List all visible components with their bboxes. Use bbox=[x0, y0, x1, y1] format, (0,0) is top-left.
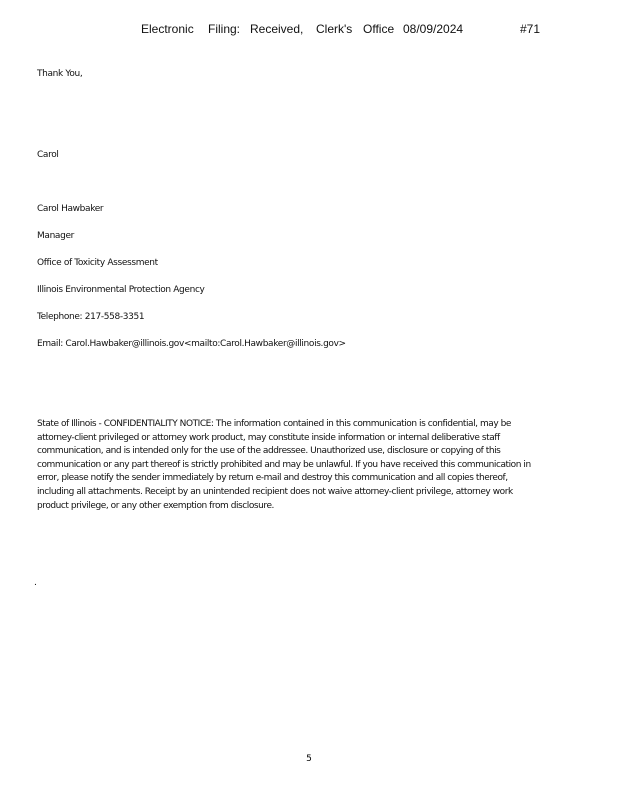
signature-full-name: Carol Hawbaker bbox=[37, 204, 104, 214]
signature-office: Office of Toxicity Assessment bbox=[37, 258, 158, 268]
notice-line: product privilege, or any other exemption from disclosure. bbox=[37, 500, 274, 511]
stamp-office: Office bbox=[363, 22, 395, 36]
confidentiality-notice bbox=[37, 418, 585, 513]
stamp-electronic: Electronic bbox=[141, 22, 194, 36]
notice-line: State of Illinois - CONFIDENTIALITY NOTICE: The information contained in this communication is confidential, may be bbox=[37, 419, 511, 429]
notice-line: attorney-client privileged or attorney work product, may constitute inside information or internal deliberative staff bbox=[37, 432, 500, 443]
signature-email: Email: Carol.Hawbaker@illinois.gov<mailto:Carol.Hawbaker@illinois.gov> bbox=[37, 339, 346, 349]
stamp-received: Received, bbox=[250, 22, 304, 36]
stamp-date: 08/09/2024 bbox=[403, 22, 464, 36]
notice-line: error, please notify the sender immediately by return e-mail and destroy this communication and all copies thereof, bbox=[37, 473, 508, 484]
stamp-filing: Filing: bbox=[208, 22, 241, 36]
stamp-clerks: Clerk's bbox=[316, 22, 353, 36]
closing-line: Thank You, bbox=[37, 69, 83, 79]
page-number: 5 bbox=[306, 754, 312, 764]
notice-line: communication or any part thereof is strictly prohibited and may be unlawful. If you have received this communication in bbox=[37, 459, 531, 470]
stamp-number: #71 bbox=[520, 22, 541, 36]
stray-mark: . bbox=[34, 578, 37, 588]
notice-line: communication, and is intended only for the use of the addressee. Unauthorized use, disclosure or copying of this bbox=[37, 446, 501, 457]
signature-agency: Illinois Environmental Protection Agency bbox=[37, 285, 205, 295]
filing-stamp bbox=[0, 21, 618, 37]
signature-telephone: Telephone: 217-558-3351 bbox=[37, 312, 145, 322]
signature-title: Manager bbox=[37, 231, 74, 241]
signoff-name: Carol bbox=[37, 150, 59, 160]
notice-line: including all attachments. Receipt by an unintended recipient does not waive attorney-client privilege, attorney work bbox=[37, 486, 513, 497]
